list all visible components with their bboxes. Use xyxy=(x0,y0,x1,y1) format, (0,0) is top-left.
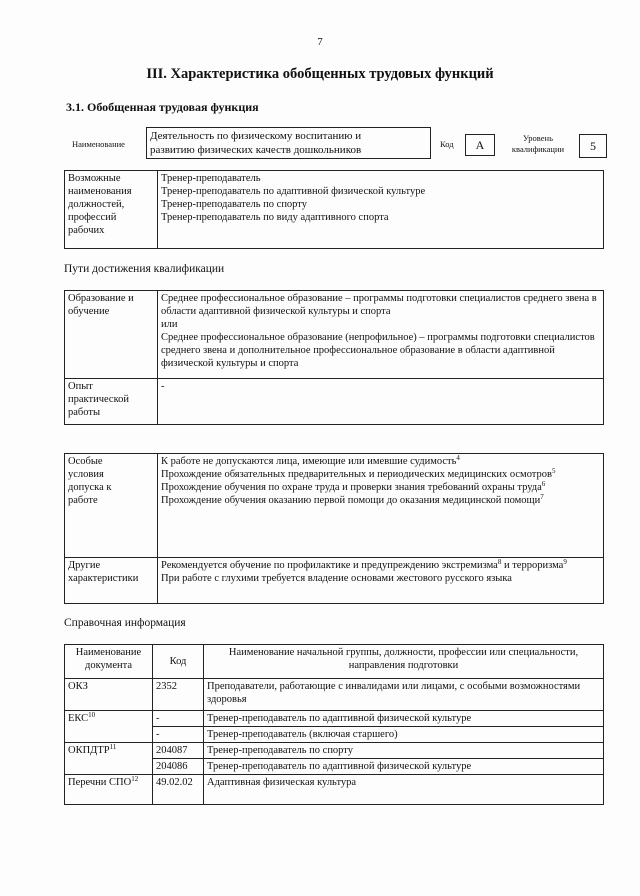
ref-code: 204087 xyxy=(153,743,204,759)
ref-name: Адаптивная физическая культура xyxy=(204,775,604,805)
positions-table xyxy=(64,170,604,249)
footnote-ref: 10 xyxy=(88,711,96,719)
other-item-2: При работе с глухими требуется владение основами жестового русского языка xyxy=(161,573,512,584)
admission-label xyxy=(65,454,158,558)
other-label xyxy=(65,558,158,604)
education-text xyxy=(158,291,604,379)
experience-label xyxy=(65,379,158,425)
education-table xyxy=(64,290,604,425)
level-label-line-1: Уровень xyxy=(523,133,553,143)
table-row xyxy=(65,711,604,727)
ref-name: Тренер-преподаватель (включая старшего) xyxy=(204,727,604,743)
page-number: 7 xyxy=(317,36,323,48)
education-label-line: обучение xyxy=(68,306,110,317)
positions-label-line: Возможные xyxy=(68,173,121,184)
ref-name: Тренер-преподаватель по адаптивной физической культуре xyxy=(204,759,604,775)
position-item: Тренер-преподаватель xyxy=(161,173,261,184)
positions-label xyxy=(65,171,158,249)
education-text-2: Среднее профессиональное образование (непрофильное) – программы подготовки специалистов среднего звена и дополнительное профессиональное образование в области адаптивной физической культуры и спорта xyxy=(161,332,595,369)
level-label-line-2: квалификации xyxy=(511,144,565,154)
function-name-line-2: развитию физических качеств дошкольников xyxy=(150,144,362,156)
qualification-paths-title: Пути достижения квалификации xyxy=(64,263,225,275)
position-item: Тренер-преподаватель по виду адаптивного спорта xyxy=(161,212,389,223)
ref-name: Тренер-преподаватель по спорту xyxy=(204,743,604,759)
reference-title: Справочная информация xyxy=(64,617,186,629)
admission-item-1: К работе не допускаются лица, имеющие или имевшие судимость$^4$ xyxy=(161,454,460,467)
function-name-box xyxy=(146,127,431,159)
ref-code: - xyxy=(153,711,204,727)
ref-doc: ОКПДТР$^{11}$ xyxy=(65,743,153,775)
ref-doc: ОКЗ xyxy=(65,679,153,711)
ref-header-name: Наименование начальной группы, должности, профессии или специальности, направления подготовки xyxy=(204,645,604,679)
footnote-ref: 12 xyxy=(131,775,139,783)
other-label-line: характеристики xyxy=(68,573,139,584)
admission-item-3: Прохождение обучения по охране труда и проверки знания требований охраны труда$^6$ xyxy=(161,480,546,493)
footnote-ref: 8 xyxy=(497,558,502,566)
ref-name: Преподаватели, работающие с инвалидами или лицами, с особыми возможностями здоровья xyxy=(204,679,604,711)
ref-header-code: Код xyxy=(153,645,204,679)
ref-name: Тренер-преподаватель по адаптивной физической культуре xyxy=(204,711,604,727)
footnote-ref: 11 xyxy=(109,743,117,751)
footnote-ref: 5 xyxy=(551,467,556,475)
section-title: III. Характеристика обобщенных трудовых функций xyxy=(146,66,494,82)
code-value-box: А xyxy=(465,134,495,156)
table-row xyxy=(65,743,604,759)
admission-label-line: Особые xyxy=(68,456,103,467)
admission-label-line: допуска к xyxy=(68,482,112,493)
other-item-1: Рекомендуется обучение по профилактике и предупреждению экстремизма$^8$ и терроризма$^9$ xyxy=(161,558,567,571)
ref-code: 204086 xyxy=(153,759,204,775)
admission-item-2: Прохождение обязательных предварительных и периодических медицинских осмотров$^5$ xyxy=(161,467,556,480)
table-row xyxy=(65,679,604,711)
footnote-ref: 6 xyxy=(541,480,546,488)
position-item: Тренер-преподаватель по спорту xyxy=(161,199,307,210)
level-label xyxy=(500,133,576,155)
admission-list xyxy=(158,454,604,558)
position-item: Тренер-преподаватель по адаптивной физической культуре xyxy=(161,186,426,197)
level-value-box: 5 xyxy=(579,134,607,158)
admission-label-line: условия xyxy=(68,469,104,480)
ref-doc: ЕКС$^{10}$ xyxy=(65,711,153,743)
experience-label-line: Опыт xyxy=(68,381,93,392)
ref-doc: Перечни СПО$^{12}$ xyxy=(65,775,153,805)
table-row xyxy=(65,775,604,805)
ref-code: 49.02.02 xyxy=(153,775,204,805)
admission-item-4: Прохождение обучения оказанию первой помощи до оказания медицинской помощи$^7$ xyxy=(161,493,544,506)
positions-label-line: профессий xyxy=(68,212,117,223)
subsection-title: 3.1. Обобщенная трудовая функция xyxy=(66,100,259,114)
footnote-ref: 9 xyxy=(563,558,567,566)
other-list xyxy=(158,558,604,604)
ref-header-doc: Наименование документа xyxy=(65,645,153,679)
admission-label-line: работе xyxy=(68,495,98,506)
experience-label-line: работы xyxy=(68,407,101,418)
positions-list xyxy=(158,171,604,249)
education-text-or: или xyxy=(161,319,178,330)
ref-code: - xyxy=(153,727,204,743)
ref-code: 2352 xyxy=(153,679,204,711)
education-text-1: Среднее профессиональное образование – программы подготовки специалистов среднего звена в области адаптивной физической культуры и спорта xyxy=(161,293,597,317)
name-label: Наименование xyxy=(72,139,125,149)
experience-label-line: практической xyxy=(68,394,130,405)
positions-label-line: рабочих xyxy=(68,225,105,236)
code-label: Код xyxy=(440,139,454,149)
footnote-ref: 4 xyxy=(456,454,460,462)
positions-label-line: наименования xyxy=(68,186,132,197)
conditions-table xyxy=(64,453,604,604)
footnote-ref: 7 xyxy=(540,493,544,501)
reference-table xyxy=(64,644,604,805)
experience-value: - xyxy=(158,379,604,425)
positions-label-line: должностей, xyxy=(68,199,125,210)
education-label xyxy=(65,291,158,379)
education-label-line: Образование и xyxy=(68,293,134,304)
other-label-line: Другие xyxy=(68,560,101,571)
function-name-line-1: Деятельность по физическому воспитанию и xyxy=(150,130,362,142)
